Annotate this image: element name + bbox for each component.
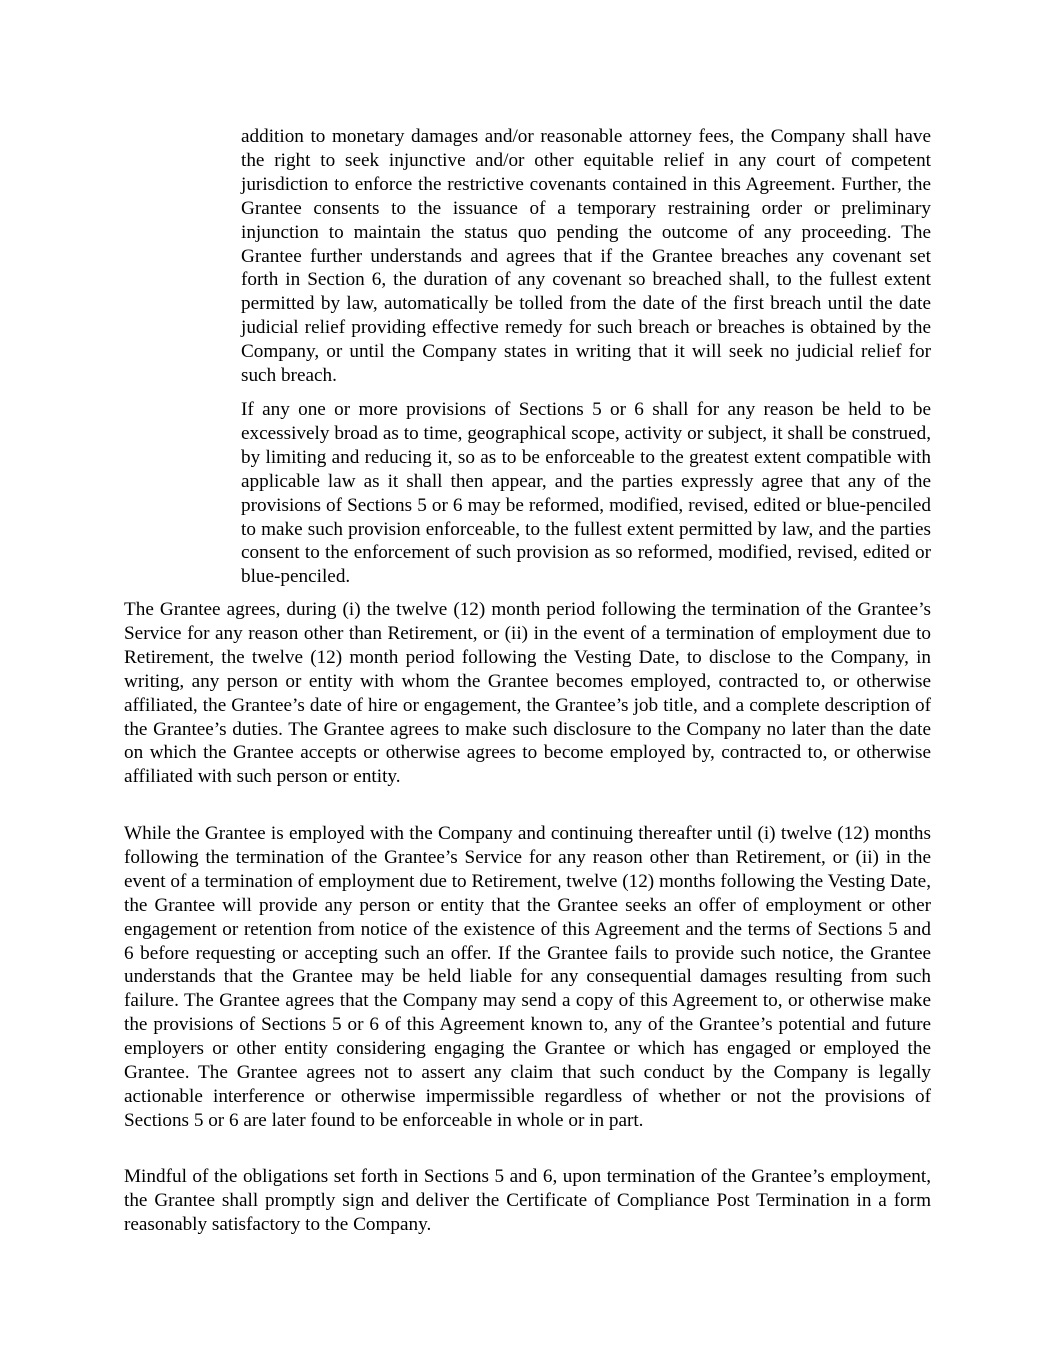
- paragraph-reformation: If any one or more provisions of Sections 5 or 6 shall for any reason be held to be excessively broad as to time, geographical scope, activity or subject, it shall be construed, by limiting and reducing it, so as to be enforceable to the greatest extent compatible with applicable law as it shall then appear, and the parties expressly agree that any of the provisions of Sections 5 or 6 may be reformed, modified, revised, edited or blue-penciled to make such provision enforceable, to the fullest extent permitted by law, and the parties consent to the enforcement of such provision as so reformed, modified, revised, edited or blue-penciled.: [241, 399, 931, 588]
- paragraph-notice-to-employers: While the Grantee is employed with the Company and continuing thereafter until (i) twelve (12) months following the termination of the Grantee’s Service for any reason other than Retirement, or (ii) in the event of a termination of employment due to Retirement, twelve (12) months following the Vesting Date, the Grantee will provide any person or entity that the Grantee seeks an offer of employment or other engagement or retention from notice of the existence of this Agreement and the terms of Sections 5 and 6 before requesting or accepting such an offer. If the Grantee fails to provide such notice, the Grantee understands that the Grantee may be held liable for any consequential damages resulting from such failure. The Grantee agrees that the Company may send a copy of this Agreement to, or otherwise make the provisions of Sections 5 or 6 of this Agreement known to, any of the Grantee’s potential and future employers or other entity considering engaging the Grantee or which has engaged or employed the Grantee. The Grantee agrees not to assert any claim that such conduct by the Company is legally actionable interference or otherwise impermissible regardless of whether or not the provisions of Sections 5 or 6 are later found to be enforceable in whole or in part.: [124, 823, 931, 1131]
- paragraph-equitable-relief: addition to monetary damages and/or reasonable attorney fees, the Company shall have the right to seek injunctive and/or other equitable relief in any court of competent jurisdiction to enforce the restrictive covenants contained in this Agreement. Further, the Grantee consents to the issuance of a temporary restraining order or preliminary injunction to maintain the status quo pending the outcome of any proceeding. The Grantee further understands and agrees that if the Grantee breaches any covenant set forth in Section 6, the duration of any covenant so breached shall, to the fullest extent permitted by law, automatically be tolled from the date of the first breach until the date judicial relief providing effective remedy for such breach or breaches is obtained by the Company, or until the Company states in writing that it will seek no judicial relief for such breach.: [241, 126, 931, 387]
- paragraph-disclosure: The Grantee agrees, during (i) the twelve (12) month period following the termination of the Grantee’s Service for any reason other than Retirement, or (ii) in the event of a termination of employment due to Retirement, the twelve (12) month period following the Vesting Date, to disclose to the Company, in writing, any person or entity with whom the Grantee becomes employed, contracted to, or otherwise affiliated, the Grantee’s date of hire or engagement, the Grantee’s job title, and a complete description of the Grantee’s duties. The Grantee agrees to make such disclosure to the Company no later than the date on which the Grantee accepts or otherwise agrees to become employed by, contracted to, or otherwise affiliated with such person or entity.: [124, 599, 931, 788]
- paragraph-certificate-of-compliance: Mindful of the obligations set forth in Sections 5 and 6, upon termination of the Grantee’s employment, the Grantee shall promptly sign and deliver the Certificate of Compliance Post Termination in a form reasonably satisfactory to the Company.: [124, 1166, 931, 1235]
